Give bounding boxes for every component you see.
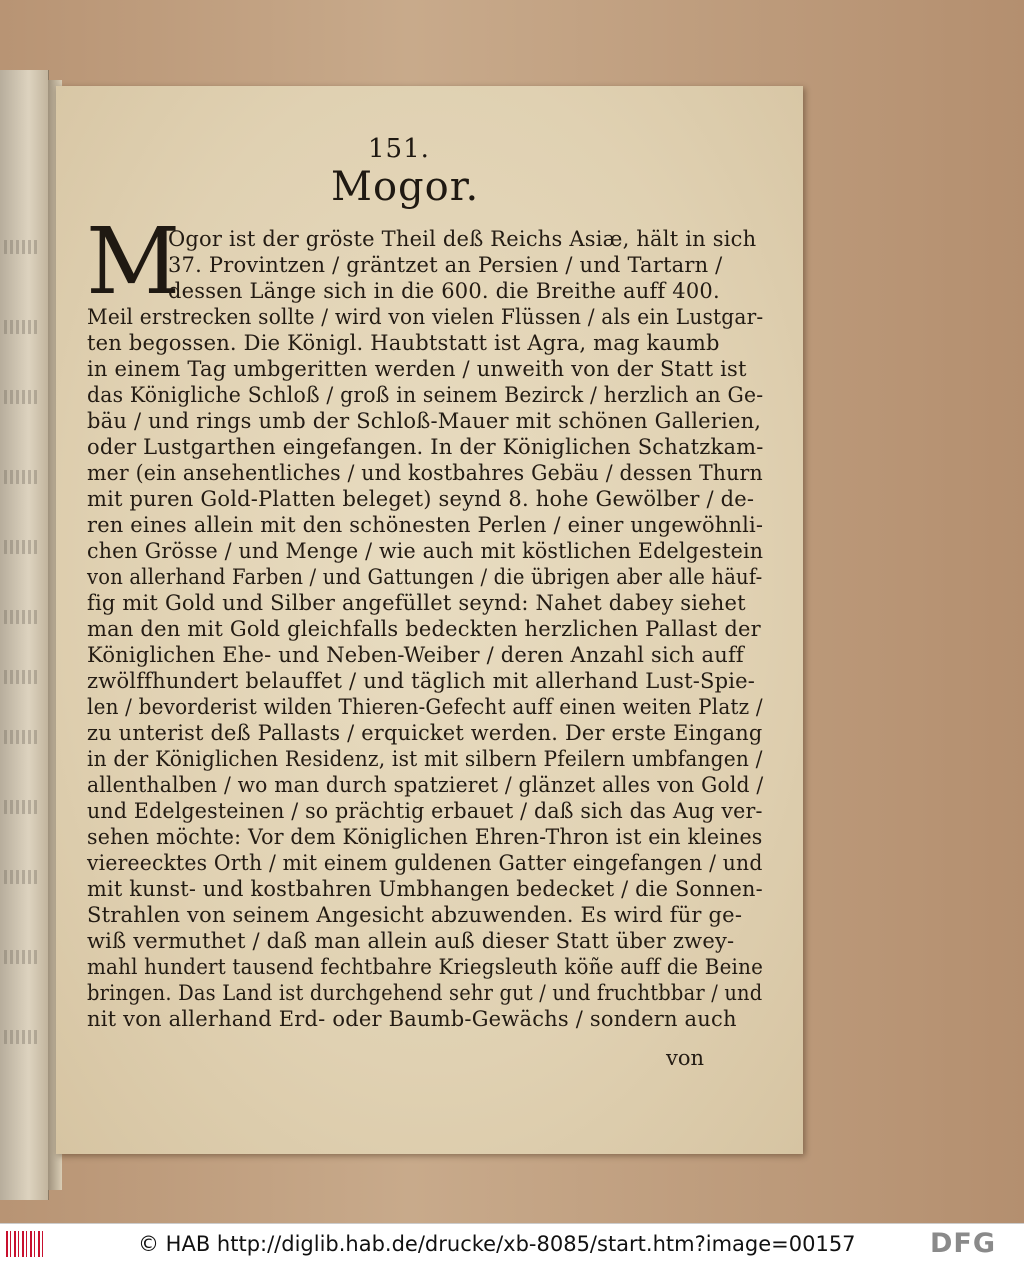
body-line: von allerhand Farben / und Gattungen / die übrigen aber alle häuf- xyxy=(87,565,763,589)
body-line: allenthalben / wo man durch spatzieret / glänzet alles von Gold / xyxy=(87,773,764,797)
citation-link[interactable]: © HAB http://diglib.hab.de/drucke/xb-8085/start.htm?image=00157 xyxy=(138,1232,856,1256)
body-line: bäu / und rings umb der Schloß-Mauer mit schönen Gallerien, xyxy=(87,409,762,433)
body-line: oder Lustgarthen eingefangen. In der Königlichen Schatzkam- xyxy=(87,435,764,459)
body-line: Ogor ist der gröste Theil deß Reichs Asiæ, hält in sich xyxy=(168,227,757,251)
previous-page-edge xyxy=(0,70,49,1200)
body-line: Strahlen von seinem Angesicht abzuwenden. Es wird für ge- xyxy=(87,903,743,927)
hab-barcode-logo-icon xyxy=(6,1231,46,1257)
body-line: Meil erstrecken sollte / wird von vielen Flüssen / als ein Lustgar- xyxy=(87,305,764,329)
page-title: Mogor. xyxy=(331,164,480,210)
body-line: 37. Provintzen / gräntzet an Persien / und Tartarn / xyxy=(168,253,723,277)
drop-cap: M xyxy=(86,208,181,315)
body-line: sehen möchte: Vor dem Königlichen Ehren-Thron ist ein kleines xyxy=(87,825,763,849)
body-line: mit puren Gold-Platten beleget) seynd 8. hohe Gewölber / de- xyxy=(87,487,755,511)
body-line: zwölffhundert belauffet / und täglich mit allerhand Lust-Spie- xyxy=(87,669,756,693)
body-line: und Edelgesteinen / so prächtig erbauet / daß sich das Aug ver- xyxy=(87,799,763,823)
body-line: mer (ein ansehentliches / und kostbahres Gebäu / dessen Thurn xyxy=(87,461,763,485)
page-number: 151. xyxy=(368,134,430,164)
body-line: in der Königlichen Residenz, ist mit silbern Pfeilern umbfangen / xyxy=(87,747,763,771)
body-line: wiß vermuthet / daß man allein auß dieser Statt über zwey- xyxy=(87,929,735,953)
body-line: Königlichen Ehe- und Neben-Weiber / deren Anzahl sich auff xyxy=(87,643,744,667)
catchword: von xyxy=(666,1046,705,1070)
body-line: das Königliche Schloß / groß in seinem Bezirck / herzlich an Ge- xyxy=(87,383,764,407)
body-line: zu unterist deß Pallasts / erquicket werden. Der erste Eingang xyxy=(87,721,763,745)
body-line: dessen Länge sich in die 600. die Breithe auff 400. xyxy=(168,279,720,303)
body-line: mahl hundert tausend fechtbahre Kriegsleuth köñe auff die Beine xyxy=(87,955,764,979)
body-line: in einem Tag umbgeritten werden / unweith von der Statt ist xyxy=(87,357,747,381)
body-line: viereecktes Orth / mit einem guldenen Gatter eingefangen / und xyxy=(87,851,763,875)
body-line: mit kunst- und kostbahren Umbhangen bedecket / die Sonnen- xyxy=(87,877,763,901)
body-line: bringen. Das Land ist durchgehend sehr gut / und fruchtbbar / und xyxy=(87,981,763,1005)
body-line: ren eines allein mit den schönesten Perlen / einer ungewöhnli- xyxy=(87,513,764,537)
body-line: ten begossen. Die Königl. Haubtstatt ist Agra, mag kaumb xyxy=(87,331,720,355)
body-line: man den mit Gold gleichfalls bedeckten herzlichen Pallast der xyxy=(87,617,761,641)
viewer-footer xyxy=(0,1223,1024,1264)
body-line: nit von allerhand Erd- oder Baumb-Gewächs / sondern auch xyxy=(87,1007,737,1031)
book-page xyxy=(56,86,803,1154)
dfg-logo: DFG xyxy=(930,1228,997,1259)
body-line: chen Grösse / und Menge / wie auch mit köstlichen Edelgestein xyxy=(87,539,764,563)
body-line: fig mit Gold und Silber angefüllet seynd: Nahet dabey siehet xyxy=(87,591,746,615)
body-line: len / bevorderist wilden Thieren-Gefecht auff einen weiten Platz / xyxy=(87,695,763,719)
